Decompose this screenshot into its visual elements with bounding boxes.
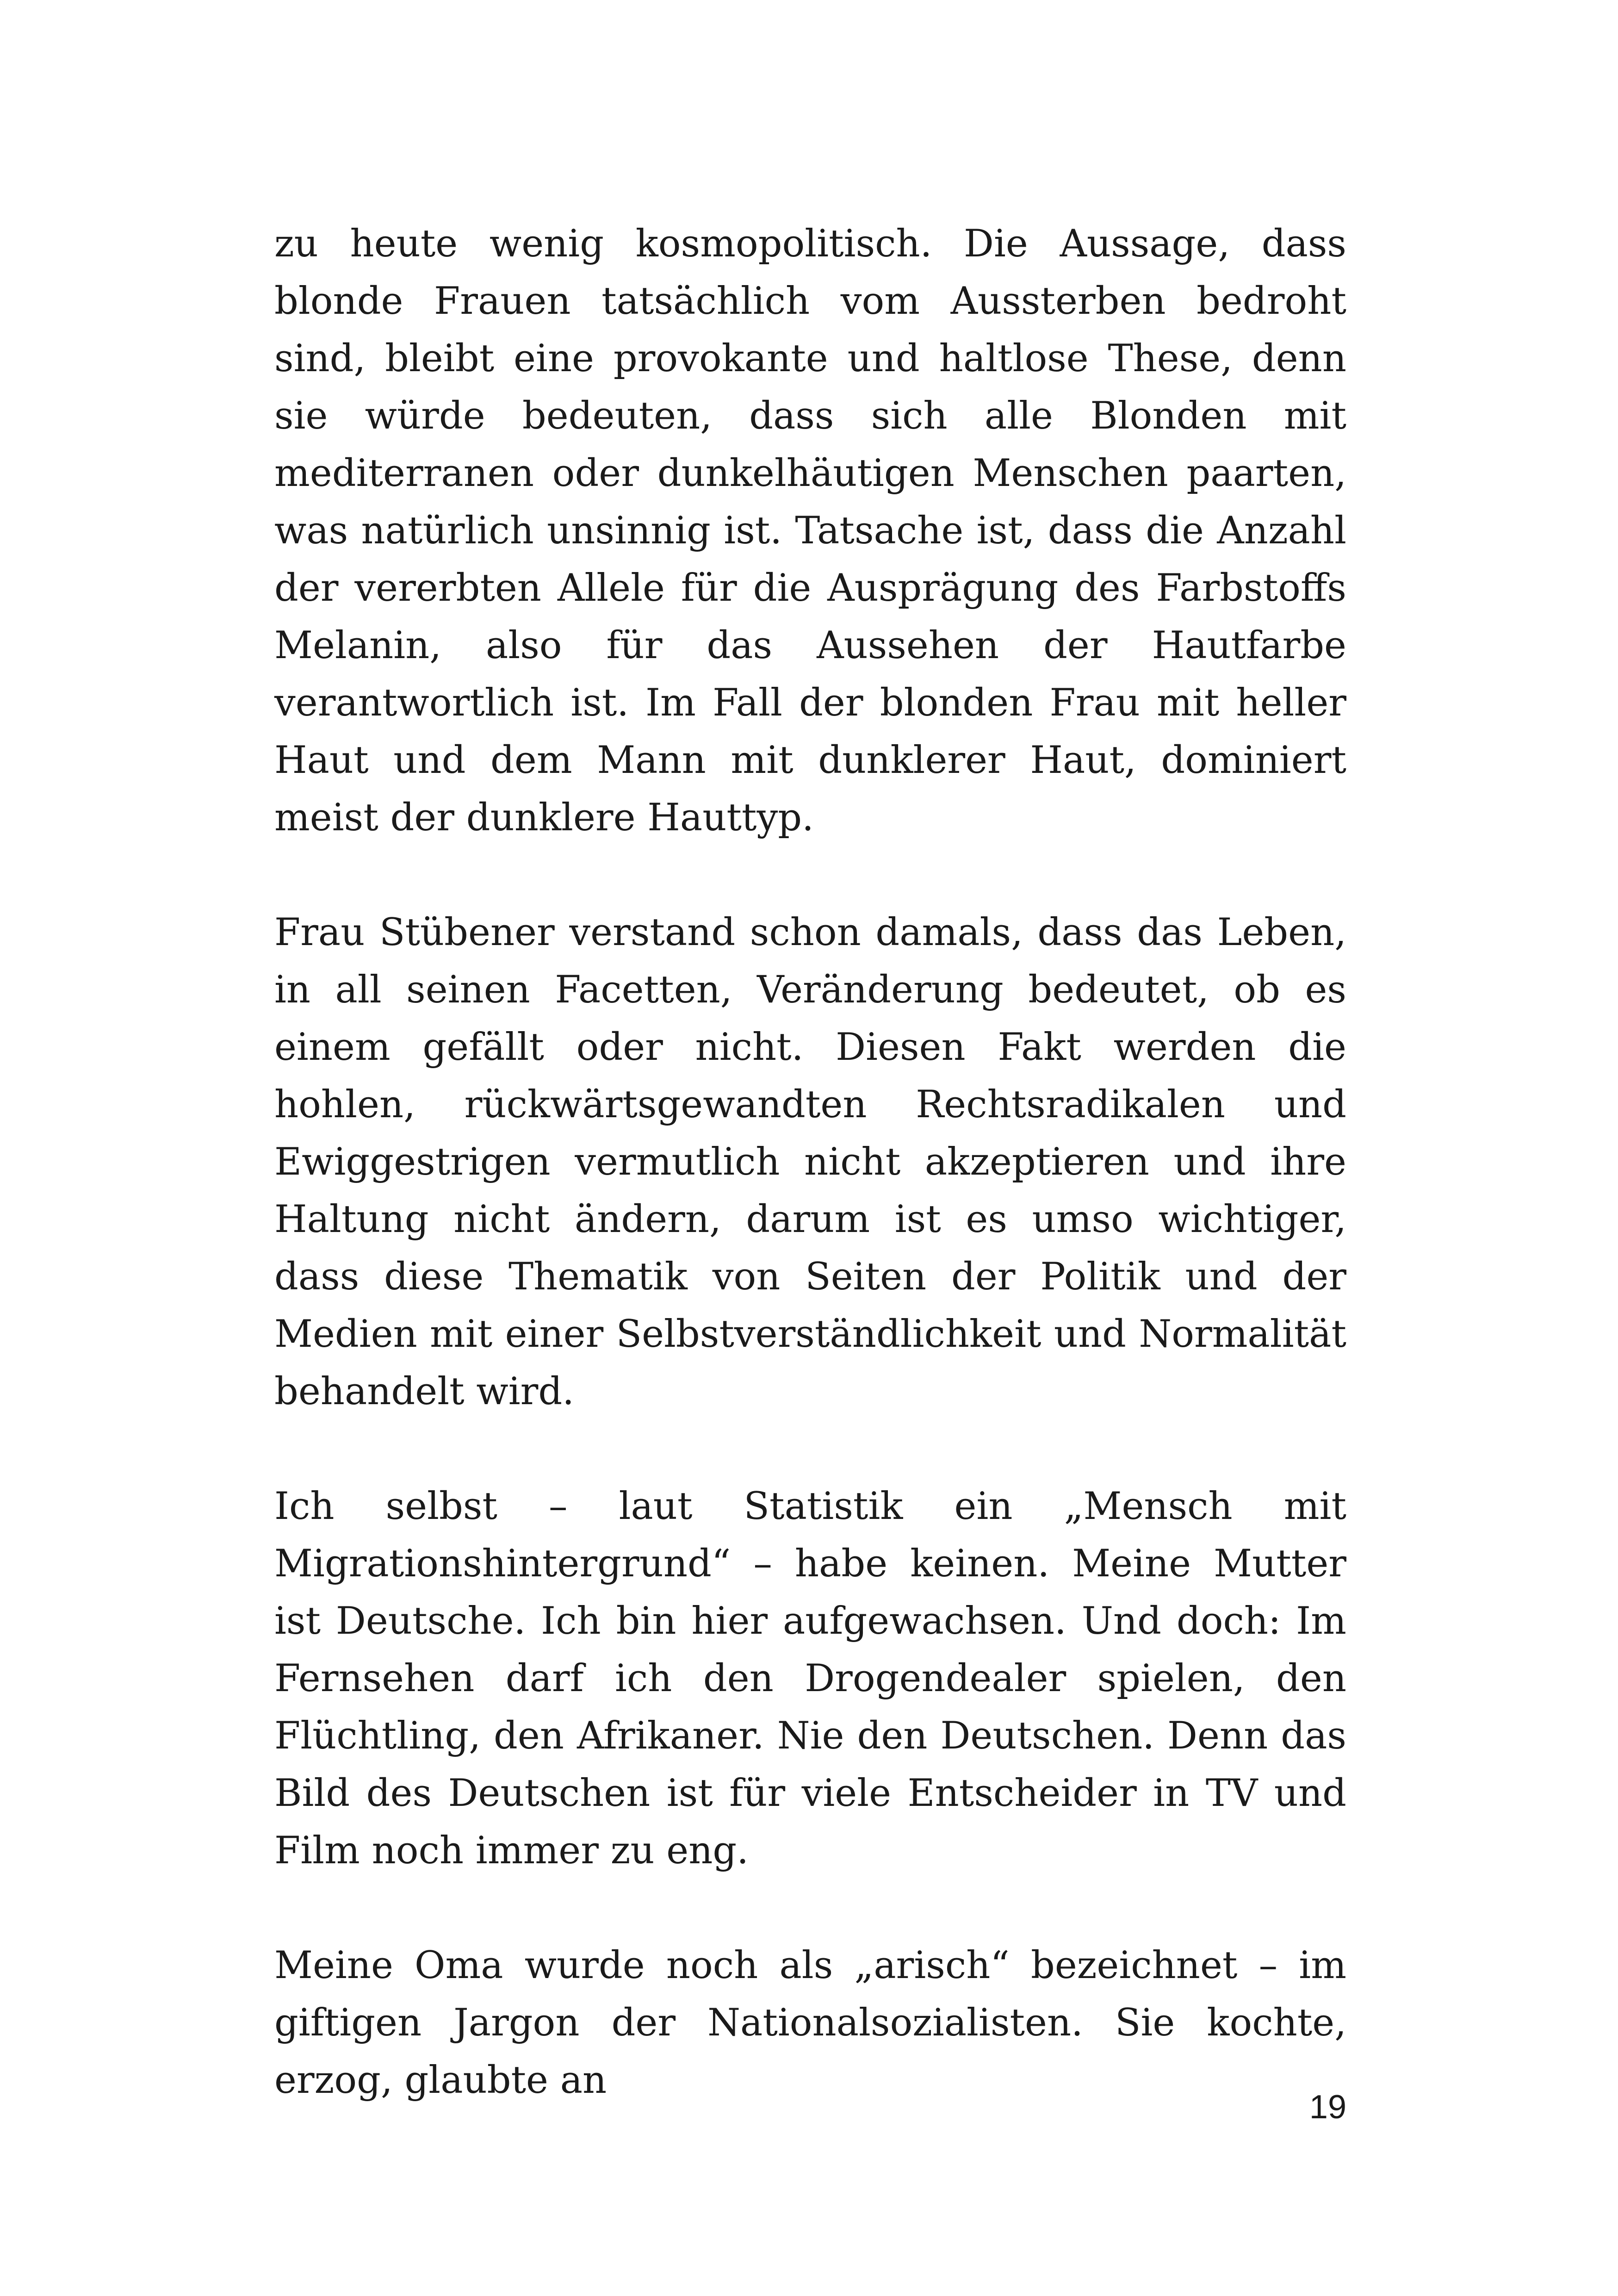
paragraph-2: Frau Stübener verstand schon damals, dass das Leben, in all seinen Facetten, Veränderung bedeutet, ob es einem gefällt oder nicht. Diesen Fakt werden die hohlen, rückwärtsgewandten Rechtsradikalen und Ewiggestrigen vermutlich nicht akzeptieren und ihre Haltung nicht ändern, darum ist es umso wichtiger, dass diese Thematik von Seiten der Politik und der Medien mit einer Selbstverständlichkeit und Normalität behandelt wird.: [274, 911, 1346, 1413]
page-number: 19: [1309, 2089, 1346, 2126]
paragraph-4: Meine Oma wurde noch als „arisch“ bezeichnet – im giftigen Jargon der Nationalsozialisten. Sie kochte, erzog, glaubte an: [274, 1944, 1346, 2102]
paragraph-1: zu heute wenig kosmopolitisch. Die Aussage, dass blonde Frauen tatsächlich vom Aussterben bedroht sind, bleibt eine provokante und haltlose These, denn sie würde bedeuten, dass sich alle Blonden mit mediterranen oder dunkelhäutigen Menschen paarten, was natürlich unsinnig ist. Tatsache ist, dass die Anzahl der vererbten Allele für die Ausprägung des Farbstoffs Melanin, also für das Aussehen der Hautfarbe verantwortlich ist. Im Fall der blonden Frau mit heller Haut und dem Mann mit dunklerer Haut, dominiert meist der dunklere Hauttyp.: [274, 222, 1346, 840]
body-text: [274, 215, 1346, 2109]
paragraph-3: Ich selbst – laut Statistik ein „Mensch mit Migrationshintergrund“ – habe keinen. Meine Mutter ist Deutsche. Ich bin hier aufgewachsen. Und doch: Im Fernsehen darf ich den Drogendealer spielen, den Flüchtling, den Afrikaner. Nie den Deutschen. Denn das Bild des Deutschen ist für viele Entscheider in TV und Film noch immer zu eng.: [274, 1485, 1346, 1873]
